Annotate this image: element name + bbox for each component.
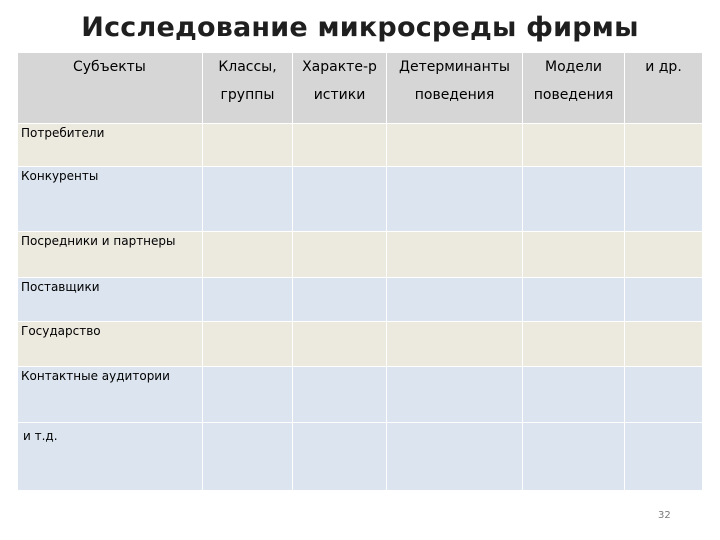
table-header-row	[18, 53, 703, 124]
table-cell	[523, 278, 625, 322]
table-row	[18, 278, 703, 322]
table-row	[18, 367, 703, 423]
column-header: Характе-р истики	[293, 53, 387, 124]
table-cell	[625, 232, 703, 278]
column-header: Субъекты	[18, 53, 203, 124]
table-row	[18, 423, 703, 491]
table-cell	[293, 278, 387, 322]
table-cell	[203, 423, 293, 491]
table-row	[18, 232, 703, 278]
table-cell	[293, 124, 387, 167]
table-cell	[523, 367, 625, 423]
table-cell	[387, 322, 523, 367]
table-cell	[203, 367, 293, 423]
column-header: Детерминанты поведения	[387, 53, 523, 124]
table-cell	[625, 423, 703, 491]
row-label: Контактные аудитории	[18, 367, 203, 423]
microenvironment-table	[17, 52, 703, 491]
table-cell	[625, 124, 703, 167]
table-cell	[387, 278, 523, 322]
table-cell	[293, 232, 387, 278]
table-cell	[203, 322, 293, 367]
table-cell	[387, 367, 523, 423]
column-header: Модели поведения	[523, 53, 625, 124]
table-cell	[387, 423, 523, 491]
table-cell	[387, 124, 523, 167]
table-cell	[293, 167, 387, 232]
page-number: 32	[658, 510, 671, 521]
row-label: Государство	[18, 322, 203, 367]
column-header: Классы, группы	[203, 53, 293, 124]
table-cell	[523, 232, 625, 278]
table-cell	[523, 322, 625, 367]
table-cell	[387, 232, 523, 278]
row-label: Конкуренты	[18, 167, 203, 232]
table-cell	[625, 322, 703, 367]
table-row	[18, 124, 703, 167]
row-label: Посредники и партнеры	[18, 232, 203, 278]
table-cell	[625, 278, 703, 322]
table-cell	[523, 167, 625, 232]
table-cell	[293, 322, 387, 367]
row-label: Потребители	[18, 124, 203, 167]
table-cell	[203, 232, 293, 278]
table-cell	[625, 367, 703, 423]
table-row	[18, 322, 703, 367]
table-cell	[625, 167, 703, 232]
column-header: и др.	[625, 53, 703, 124]
row-label: Поставщики	[18, 278, 203, 322]
row-label: и т.д.	[18, 423, 203, 491]
table-cell	[203, 167, 293, 232]
table-cell	[293, 423, 387, 491]
slide-title: Исследование микросреды фирмы	[81, 12, 639, 43]
table-cell	[203, 124, 293, 167]
table-cell	[203, 278, 293, 322]
table-cell	[523, 124, 625, 167]
table-cell	[293, 367, 387, 423]
table-cell	[387, 167, 523, 232]
table-row	[18, 167, 703, 232]
table-cell	[523, 423, 625, 491]
